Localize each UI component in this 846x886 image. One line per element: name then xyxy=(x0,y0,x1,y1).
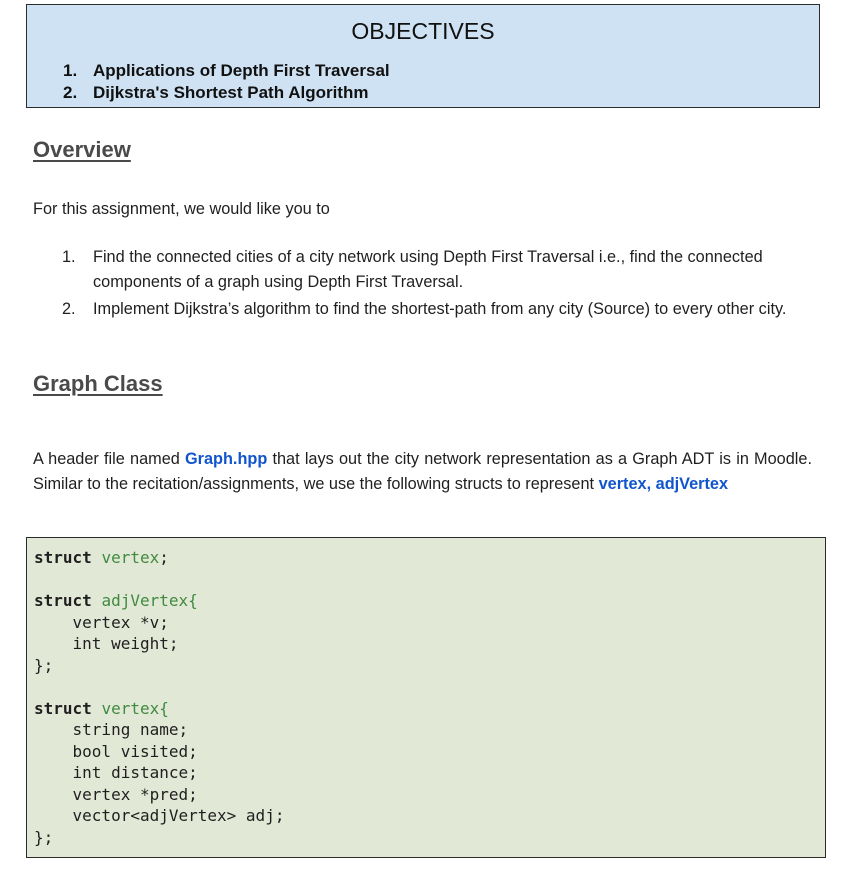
graph-class-paragraph xyxy=(33,447,812,497)
code-block xyxy=(26,537,826,858)
struct-separator: , xyxy=(646,475,656,493)
overview-item-number: 2. xyxy=(62,300,76,318)
graph-class-heading: Graph Class xyxy=(33,371,163,396)
struct-adjvertex-ref: adjVertex xyxy=(655,475,729,493)
code-line: struct vertex{ xyxy=(34,698,169,718)
code-line: struct vertex; xyxy=(34,548,169,567)
objectives-list xyxy=(63,60,390,104)
graph-class-text-1: A header file named xyxy=(33,450,185,468)
overview-item xyxy=(62,297,802,322)
overview-list xyxy=(62,245,802,324)
code-line: struct adjVertex{ xyxy=(34,591,198,610)
overview-item-number: 1. xyxy=(62,248,76,266)
objective-item xyxy=(63,82,390,104)
code-line: int distance; xyxy=(34,763,198,782)
overview-item xyxy=(62,245,802,295)
code-line: vertex *pred; xyxy=(34,784,198,804)
objective-number: 2. xyxy=(63,83,78,102)
struct-vertex-ref: vertex xyxy=(598,475,647,493)
code-line: string name; xyxy=(34,720,189,739)
overview-item-text: Find the connected cities of a city network using Depth First Traversal i.e., find the connected components of a graph using Depth First Traversal. xyxy=(93,248,763,291)
objective-number: 1. xyxy=(63,61,78,80)
overview-heading: Overview xyxy=(33,137,131,162)
overview-intro: For this assignment, we would like you to xyxy=(33,200,330,218)
graph-hpp-filename: Graph.hpp xyxy=(184,450,268,468)
graph-class-text-2: that lays out the city network representation as a Graph ADT is in Moodle. Similar to the recitation/assignments, we use the following structs to represent xyxy=(33,450,812,493)
code-line: vertex *v; xyxy=(34,612,169,632)
objective-text: Dijkstra's Shortest Path Algorithm xyxy=(93,83,369,102)
objective-item xyxy=(63,60,390,82)
code-line: bool visited; xyxy=(34,741,198,761)
overview-item-text: Implement Dijkstra’s algorithm to find the shortest-path from any city (Source) to every other city. xyxy=(93,300,787,318)
code-listing xyxy=(34,547,284,848)
objectives-title: OBJECTIVES xyxy=(351,18,495,44)
objectives-box xyxy=(26,4,820,108)
code-line: int weight; xyxy=(34,634,179,653)
objective-text: Applications of Depth First Traversal xyxy=(93,61,390,80)
code-line: vector<adjVertex> adj; xyxy=(34,806,285,825)
code-line: }; xyxy=(34,827,54,847)
code-line: }; xyxy=(34,655,54,675)
